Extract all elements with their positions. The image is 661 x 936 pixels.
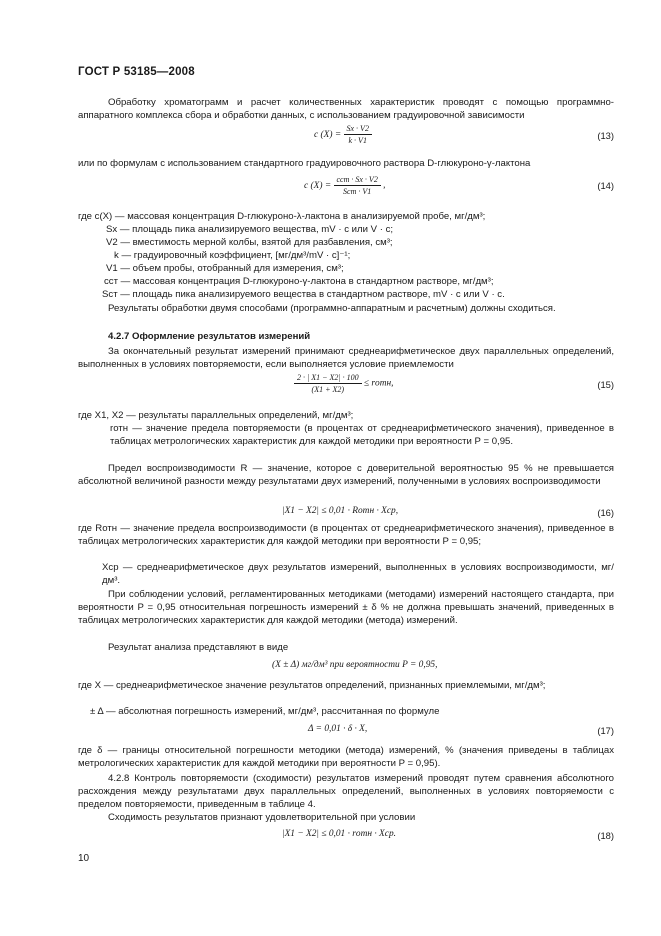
- definition-row: [114, 249, 614, 262]
- paragraph-convergence-condition: Сходимость результатов признают удовлетворительной при условии: [108, 812, 416, 823]
- definition-text: градуировочный коэффициент, [мг/дм³/mV · c]⁻¹;: [133, 250, 351, 261]
- definition-symbol: k —: [114, 250, 132, 261]
- paragraph-relative-error: При соблюдении условий, регламентированных методиками (методами) измерений настоящего стандарта, при вероятности P = 0,95 относительная погрешность измерений ± δ % не должна превышать значений, приведенных в таблицах метрологических характеристик для каждой методики (метода) измерений.: [78, 589, 614, 626]
- eq13-numerator: Sx · V2: [344, 124, 372, 135]
- definition-symbol: где δ —: [78, 745, 118, 756]
- definition-symbol: Xср —: [102, 562, 133, 573]
- eq15-numerator: 2 · | X1 − X2| · 100: [294, 373, 362, 384]
- definition-symbol: cст —: [104, 276, 131, 287]
- definition-symbol: rотн —: [110, 423, 142, 434]
- definition-row: [78, 679, 614, 692]
- paragraph-standard-solution: или по формулам с использованием стандартного градуировочного раствора D-глюкуроно-γ-лактона: [78, 158, 531, 169]
- paragraph-final-result: За окончательный результат измерений принимают среднеарифметическое двух параллельных определений, выполненных в условиях повторяемости, если выполняется условие приемлемости: [78, 346, 614, 370]
- eq15-tail: ≤ rотн,: [363, 378, 394, 389]
- definition-row: [106, 223, 614, 236]
- eq14-numerator: cст · Sx · V2: [334, 175, 381, 186]
- definition-text: вместимость мерной колбы, взятой для разбавления, см³;: [132, 237, 393, 248]
- definition-text: результаты параллельных определений, мг/дм³;: [138, 410, 354, 421]
- definition-row: [78, 522, 614, 548]
- equation-14: [304, 175, 386, 196]
- definition-text: массовая концентрация D-глюкуроно-γ-лактона в стандартном растворе, мг/дм³;: [132, 276, 494, 287]
- section-heading-4-2-7: 4.2.7 Оформление результатов измерений: [108, 331, 311, 342]
- paragraph-reproducibility-limit: Предел воспроизводимости R — значение, которое с доверительной вероятностью 95 % не превышается абсолютной величиной разности между результатами двух измерений, полученными в условиях воспроизводимости: [78, 463, 614, 487]
- definition-row: [104, 275, 614, 288]
- eq14-lhs: c (X) =: [304, 180, 332, 191]
- equation-16-number: (16): [597, 507, 614, 518]
- definition-row: [78, 409, 614, 422]
- definition-row: [102, 561, 614, 587]
- definition-symbol: где Rотн —: [78, 523, 130, 534]
- definition-text: объем пробы, отобранный для измерения, см³;: [132, 263, 344, 274]
- definition-text: среднеарифметическое значение результатов определений, признанных приемлемыми, мг/дм³;: [116, 680, 546, 691]
- equation-15-number: (15): [597, 379, 614, 390]
- eq15-denominator: (X1 + X2): [311, 385, 345, 394]
- equation-13-number: (13): [597, 130, 614, 141]
- definition-symbol: где X1, X2 —: [78, 410, 136, 421]
- definition-row: [110, 422, 614, 448]
- definition-text: среднеарифметическое двух результатов измерений, выполненных в условиях воспроизводимости, мг/дм³.: [102, 562, 614, 586]
- definition-text: значение предела повторяемости (в процентах от среднеарифметического значения), приведенное в таблицах метрологических характеристик для каждой методики при вероятности P = 0,95.: [110, 423, 615, 447]
- definition-row: [78, 744, 614, 770]
- standard-header: ГОСТ Р 53185—2008: [78, 66, 195, 78]
- eq13-lhs: c (X) =: [314, 129, 342, 140]
- page-number: 10: [78, 853, 90, 864]
- equation-17: Δ = 0,01 · δ · X,: [308, 724, 368, 734]
- definition-symbol: Sx —: [106, 224, 130, 235]
- eq14-fraction: [334, 175, 381, 196]
- paragraph-processing: Обработку хроматограмм и расчет количественных характеристик проводят с помощью программно-аппаратного комплекса сбора и обработки данных, с использованием градуировочной зависимости: [78, 97, 614, 121]
- eq15-fraction: [294, 373, 362, 394]
- definition-row: [106, 262, 614, 275]
- definition-text: площадь пика анализируемого вещества, mV · c или V · c;: [132, 224, 394, 235]
- definition-symbol: где X —: [78, 680, 114, 691]
- definition-symbol: где c(X) —: [78, 211, 125, 222]
- equation-17-number: (17): [597, 725, 614, 736]
- definition-symbol: ± Δ —: [90, 706, 116, 717]
- definition-symbol: V1 —: [106, 263, 130, 274]
- equation-result-form: (X ± Δ) мг/дм³ при вероятности P = 0,95,: [272, 660, 438, 670]
- equation-18: |X1 − X2| ≤ 0,01 · rотн · Xср.: [282, 829, 396, 839]
- definition-row: [102, 288, 614, 301]
- definition-row: [90, 705, 614, 718]
- definition-symbol: V2 —: [106, 237, 130, 248]
- definition-text: абсолютная погрешность измерений, мг/дм³, рассчитанная по формуле: [118, 706, 440, 717]
- equation-15: [294, 373, 394, 394]
- equation-18-number: (18): [597, 830, 614, 841]
- definition-row: [106, 236, 614, 249]
- paragraph-result-form: Результат анализа представляют в виде: [108, 642, 289, 653]
- definition-text: границы относительной погрешности методики (метода) измерений, % (значения приведены в таблицах метрологических характеристик для каждой методики при вероятности P = 0,95).: [78, 745, 614, 769]
- definition-text: массовая концентрация D-глюкуроно-λ-лактона в анализируемой пробе, мг/дм³;: [127, 211, 486, 222]
- paragraph-4-2-8-repeatability-control: 4.2.8 Контроль повторяемости (сходимости) результатов измерений проводят путем сравнения абсолютного расхождения между результатами двух параллельных определений, выполненных в условиях повторяемости с пределом повторяемости, приведенным в таблице 4.: [78, 773, 614, 810]
- eq13-denominator: k · V1: [348, 136, 367, 145]
- eq13-fraction: [344, 124, 372, 145]
- eq14-tail: ,: [383, 180, 386, 191]
- paragraph-results-agreement: Результаты обработки двумя способами (программно-аппаратным и расчетным) должны сходиться.: [108, 303, 556, 314]
- eq14-denominator: Sст · V1: [343, 187, 372, 196]
- definition-text: площадь пика анализируемого вещества в стандартном растворе, mV · c или V · c.: [132, 289, 505, 300]
- equation-13: [314, 124, 372, 145]
- definition-symbol: Sст —: [102, 289, 130, 300]
- definition-row: [78, 210, 614, 223]
- equation-14-number: (14): [597, 180, 614, 191]
- equation-16: |X1 − X2| ≤ 0,01 · Rотн · Xср,: [282, 506, 399, 516]
- definition-text: значение предела воспроизводимости (в процентах от среднеарифметического значения), приведенное в таблицах метрологических характеристик для каждой методики при вероятности P = 0,95;: [78, 523, 614, 547]
